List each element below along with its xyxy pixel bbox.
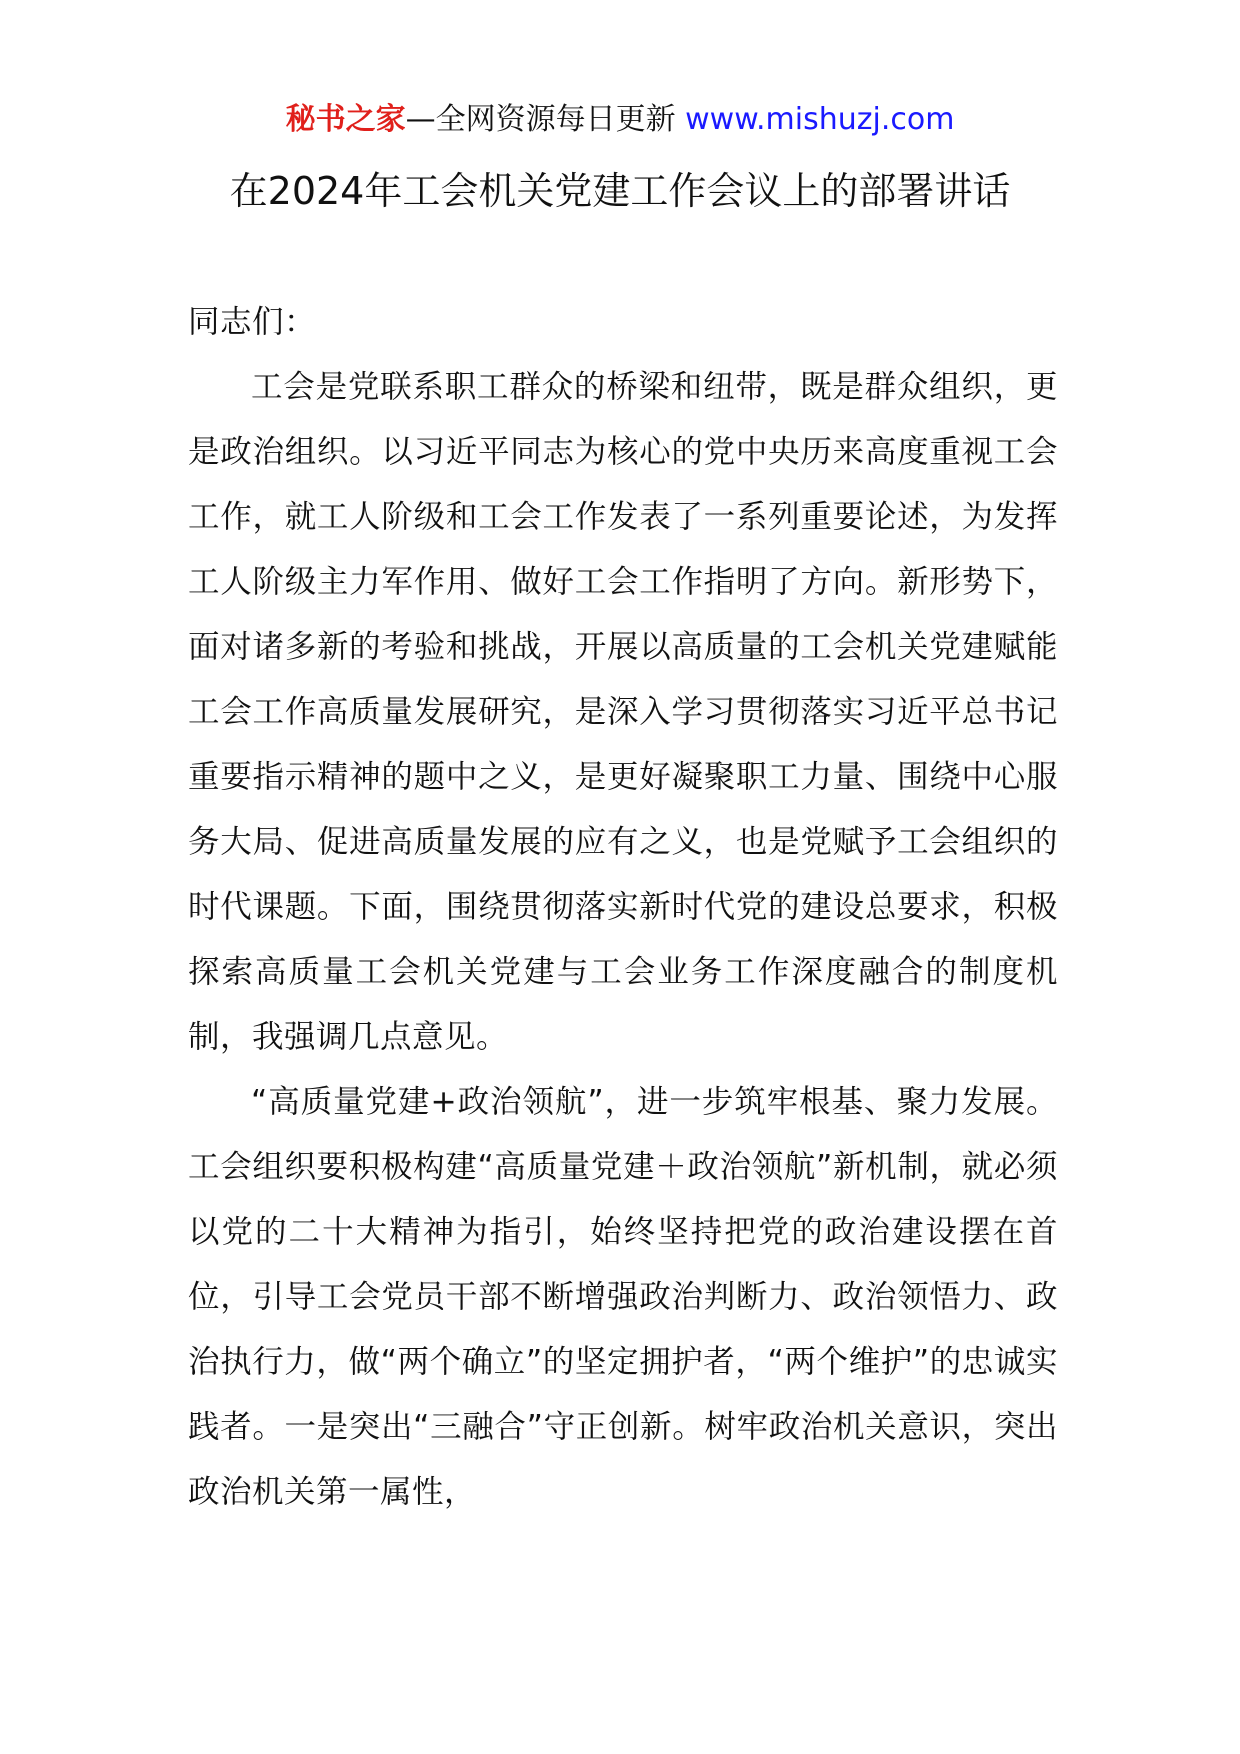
document-title: 在2024年工会机关党建工作会议上的部署讲话	[229, 169, 1011, 213]
salutation: 同志们：	[188, 304, 317, 340]
site-tagline: —全网资源每日更新	[405, 102, 686, 137]
site-brand: 秘书之家	[285, 102, 406, 137]
body-paragraph-2: “高质量党建+政治领航”，进一步筑牢根基、聚力发展。工会组织要积极构建“高质量党建＋政治领航”新机制，就必须以党的二十大精神为指引，始终坚持把党的政治建设摆在首位，引导工会党员干部不断增强政治判断力、政治领悟力、政治执行力，做“两个确立”的坚定拥护者，“两个维护”的忠诚实践者。一是突出“三融合”守正创新。树牢政治机关意识，突出政治机关第一属性，	[188, 1084, 1058, 1510]
body-paragraph-1: 工会是党联系职工群众的桥梁和纽带，既是群众组织，更是政治组织。以习近平同志为核心的党中央历来高度重视工会工作，就工人阶级和工会工作发表了一系列重要论述，为发挥工人阶级主力军作用、做好工会工作指明了方向。新形势下，面对诸多新的考验和挑战，开展以高质量的工会机关党建赋能工会工作高质量发展研究，是深入学习贯彻落实习近平总书记重要指示精神的题中之义，是更好凝聚职工力量、围绕中心服务大局、促进高质量发展的应有之义，也是党赋予工会组织的时代课题。下面，围绕贯彻落实新时代党的建设总要求，积极探索高质量工会机关党建与工会业务工作深度融合的制度机制，我强调几点意见。	[188, 369, 1058, 1055]
document-body	[188, 290, 1058, 1525]
site-header	[0, 100, 1240, 140]
site-url-link[interactable]: www.mishuzj.com	[685, 102, 955, 137]
